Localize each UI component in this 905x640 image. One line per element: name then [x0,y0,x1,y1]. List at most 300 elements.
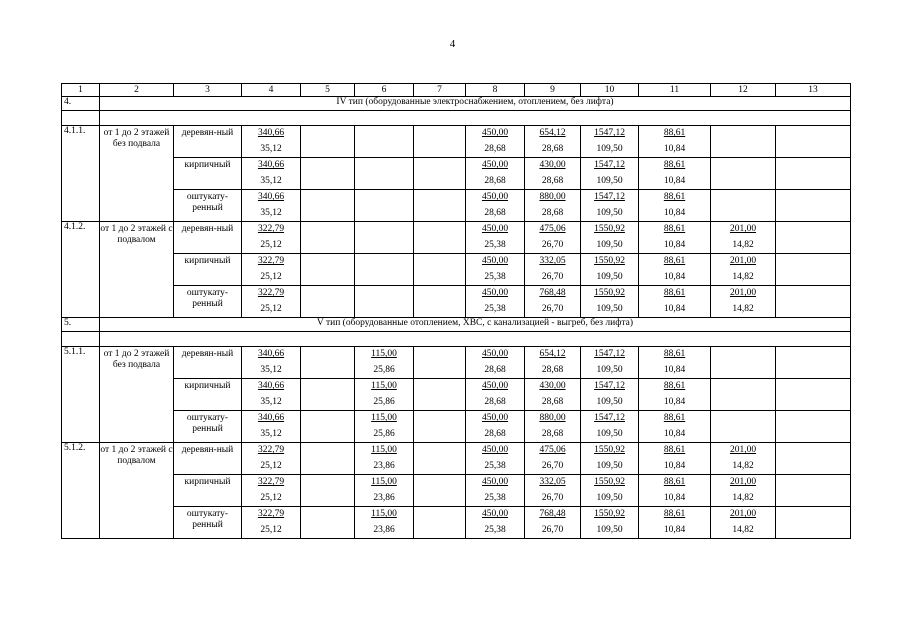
empty-cell [301,222,355,254]
empty-cell [414,126,466,158]
denominator-value: 28,68 [541,144,564,154]
empty-cell [301,379,355,411]
empty-cell [776,190,851,222]
numerator-value: 340,66 [257,160,285,170]
value-cell [581,507,639,539]
empty-cell [414,443,466,475]
denominator-value: 23,86 [373,525,395,535]
denominator-value: 28,68 [541,208,564,218]
denominator-value: 14,82 [732,525,754,535]
page-number: 4 [449,38,456,50]
denominator-value: 109,50 [596,272,623,282]
value-cell [355,254,414,286]
empty-cell [776,507,851,539]
empty-cell [776,158,851,190]
value-cell [355,379,414,411]
numerator-value: 88,61 [663,413,686,423]
denominator-value: 10,84 [663,461,686,471]
value-cell [581,158,639,190]
value-cell [525,190,581,222]
value-cell [466,507,525,539]
denominator-value: 10,84 [663,176,686,186]
denominator-value: 28,68 [541,176,564,186]
value-cell [711,443,776,475]
empty-cell [301,254,355,286]
column-header: 1 [62,84,100,97]
empty-cell [301,158,355,190]
value-cell [639,379,711,411]
numerator-value: 1547,12 [594,349,625,359]
value-cell [242,286,301,318]
value-cell [355,126,414,158]
denominator-value: 109,50 [596,304,623,314]
wall-material: кирпичный [174,158,242,190]
numerator-value: 450,00 [481,477,509,487]
empty-cell [414,379,466,411]
column-header: 3 [174,84,242,97]
numerator-value: 201,00 [729,477,757,487]
numerator-value: 450,00 [481,128,509,138]
denominator-value: 14,82 [732,272,754,282]
value-cell [466,443,525,475]
value-cell [466,254,525,286]
table-row [62,475,851,507]
value-cell [581,475,639,507]
numerator-value: 340,66 [257,192,285,202]
value-cell [639,411,711,443]
denominator-value: 14,82 [732,304,754,314]
section-title: IV тип (оборудованные электроснабжением, отоплением, без лифта) [100,97,851,111]
value-cell [711,254,776,286]
numerator-value: 88,61 [663,509,686,519]
numerator-value: 340,66 [257,413,285,423]
value-cell [525,126,581,158]
numerator-value: 768,48 [539,288,566,298]
denominator-value: 10,84 [663,525,686,535]
numerator-value: 430,00 [539,381,566,391]
denominator-value: 25,12 [260,304,282,314]
value-cell [355,475,414,507]
empty-cell [414,507,466,539]
numerator-value: 1547,12 [594,192,625,202]
denominator-value: 25,12 [260,272,282,282]
numerator-value: 322,79 [257,256,285,266]
wall-material: деревян-ный [174,443,242,475]
denominator-value: 109,50 [596,365,623,375]
numerator-value: 768,48 [539,509,566,519]
denominator-value: 28,68 [541,429,564,439]
empty-cell [776,411,851,443]
numerator-value: 115,00 [371,349,397,359]
denominator-value: 26,70 [541,525,564,535]
denominator-value: 14,82 [732,461,754,471]
denominator-value: 28,68 [484,144,506,154]
denominator-value: 10,84 [663,304,686,314]
table-row [62,507,851,539]
numerator-value: 88,61 [663,477,686,487]
empty-cell [776,222,851,254]
denominator-value: 10,84 [663,240,686,250]
empty-cell [414,222,466,254]
empty-cell [776,379,851,411]
value-cell [639,347,711,379]
empty-cell [776,475,851,507]
empty-cell [776,286,851,318]
table-row [62,158,851,190]
denominator-value: 28,68 [484,365,506,375]
denominator-value: 26,70 [541,461,564,471]
numerator-value: 1547,12 [594,160,625,170]
value-cell [711,158,776,190]
value-cell [525,411,581,443]
empty-cell [414,158,466,190]
denominator-value: 28,68 [484,429,506,439]
denominator-value: 23,86 [373,493,395,503]
value-cell [466,475,525,507]
value-cell [639,254,711,286]
denominator-value: 28,68 [541,365,564,375]
numerator-value: 88,61 [663,349,686,359]
value-cell [466,158,525,190]
value-cell [242,443,301,475]
denominator-value: 25,86 [373,397,395,407]
empty-cell [414,475,466,507]
denominator-value: 26,70 [541,493,564,503]
numerator-value: 201,00 [729,445,757,455]
wall-material: оштукату-ренный [174,286,242,318]
denominator-value: 10,84 [663,397,686,407]
numerator-value: 201,00 [729,256,757,266]
numerator-value: 450,00 [481,192,509,202]
column-header: 11 [639,84,711,97]
value-cell [242,347,301,379]
numerator-value: 450,00 [481,349,509,359]
numerator-value: 1547,12 [594,381,625,391]
denominator-value: 35,12 [260,144,282,154]
value-cell [639,507,711,539]
denominator-value: 25,38 [484,525,506,535]
numerator-value: 1550,92 [594,224,625,234]
numerator-value: 322,79 [257,445,285,455]
denominator-value: 28,68 [541,397,564,407]
empty-cell [62,332,100,347]
numerator-value: 201,00 [729,288,757,298]
denominator-value: 26,70 [541,240,564,250]
column-header: 2 [100,84,174,97]
denominator-value: 35,12 [260,208,282,218]
denominator-value: 109,50 [596,240,623,250]
value-cell [711,411,776,443]
value-cell [525,347,581,379]
value-cell [242,507,301,539]
wall-material: кирпичный [174,379,242,411]
value-cell [242,190,301,222]
numerator-value: 340,66 [257,128,285,138]
empty-cell [414,411,466,443]
value-cell [581,443,639,475]
denominator-value: 10,84 [663,208,686,218]
item-number: 4.1.1. [62,126,100,222]
numerator-value: 1550,92 [594,256,625,266]
numerator-value: 654,12 [539,349,566,359]
value-cell [525,158,581,190]
denominator-value: 25,86 [373,365,395,375]
value-cell [639,475,711,507]
value-cell [242,254,301,286]
value-cell [466,222,525,254]
table-row [62,411,851,443]
column-header: 6 [355,84,414,97]
numerator-value: 115,00 [371,509,397,519]
empty-cell [301,126,355,158]
section-number: 5. [62,318,100,332]
section-number: 4. [62,97,100,111]
value-cell [525,222,581,254]
value-cell [711,190,776,222]
spacer-row [62,332,851,347]
value-cell [525,443,581,475]
value-cell [525,475,581,507]
numerator-value: 115,00 [371,445,397,455]
numerator-value: 332,05 [539,256,566,266]
denominator-value: 25,38 [484,493,506,503]
denominator-value: 25,12 [260,525,282,535]
value-cell [242,222,301,254]
value-cell [355,507,414,539]
denominator-value: 25,38 [484,304,506,314]
denominator-value: 35,12 [260,429,282,439]
column-number-row [62,84,851,97]
value-cell [711,379,776,411]
value-cell [355,286,414,318]
numerator-value: 88,61 [663,192,686,202]
denominator-value: 109,50 [596,525,623,535]
numerator-value: 450,00 [481,381,509,391]
denominator-value: 25,12 [260,461,282,471]
denominator-value: 109,50 [596,176,623,186]
value-cell [639,443,711,475]
denominator-value: 25,38 [484,240,506,250]
empty-cell [414,254,466,286]
value-cell [525,507,581,539]
numerator-value: 1550,92 [594,445,625,455]
value-cell [466,126,525,158]
value-cell [242,158,301,190]
numerator-value: 1550,92 [594,288,625,298]
numerator-value: 1550,92 [594,509,625,519]
value-cell [242,475,301,507]
value-cell [711,507,776,539]
numerator-value: 322,79 [257,288,285,298]
table-row [62,254,851,286]
spacer-row [62,111,851,126]
denominator-value: 35,12 [260,176,282,186]
value-cell [355,347,414,379]
numerator-value: 201,00 [729,509,757,519]
column-header: 9 [525,84,581,97]
empty-cell [301,475,355,507]
value-cell [581,347,639,379]
value-cell [581,126,639,158]
denominator-value: 25,38 [484,272,506,282]
denominator-value: 10,84 [663,272,686,282]
wall-material: кирпичный [174,475,242,507]
numerator-value: 332,05 [539,477,566,487]
column-header: 5 [301,84,355,97]
denominator-value: 26,70 [541,304,564,314]
numerator-value: 340,66 [257,349,285,359]
value-cell [242,379,301,411]
table-row [62,190,851,222]
numerator-value: 88,61 [663,128,686,138]
denominator-value: 109,50 [596,208,623,218]
value-cell [355,190,414,222]
value-cell [711,475,776,507]
column-header: 13 [776,84,851,97]
tariff-table [61,83,851,539]
numerator-value: 450,00 [481,224,509,234]
denominator-value: 25,38 [484,461,506,471]
floors-description: от 1 до 2 этажей с подвалом [100,222,174,318]
column-header: 7 [414,84,466,97]
value-cell [581,190,639,222]
empty-cell [100,332,851,347]
value-cell [581,379,639,411]
numerator-value: 115,00 [371,381,397,391]
numerator-value: 475,06 [539,445,566,455]
value-cell [242,126,301,158]
numerator-value: 450,00 [481,256,509,266]
empty-cell [301,286,355,318]
value-cell [581,222,639,254]
numerator-value: 430,00 [539,160,566,170]
value-cell [466,286,525,318]
value-cell [581,286,639,318]
empty-cell [301,190,355,222]
denominator-value: 109,50 [596,144,623,154]
denominator-value: 25,12 [260,240,282,250]
wall-material: деревян-ный [174,222,242,254]
section-row [62,97,851,111]
wall-material: кирпичный [174,254,242,286]
denominator-value: 109,50 [596,461,623,471]
numerator-value: 322,79 [257,477,285,487]
empty-cell [776,254,851,286]
numerator-value: 450,00 [481,509,509,519]
numerator-value: 654,12 [539,128,566,138]
empty-cell [776,347,851,379]
value-cell [639,126,711,158]
table-row [62,286,851,318]
floors-description: от 1 до 2 этажей без подвала [100,347,174,443]
item-number: 5.1.1. [62,347,100,443]
section-row [62,318,851,332]
numerator-value: 115,00 [371,477,397,487]
floors-description: от 1 до 2 этажей с подвалом [100,443,174,539]
empty-cell [301,347,355,379]
value-cell [711,222,776,254]
value-cell [581,411,639,443]
denominator-value: 23,86 [373,461,395,471]
numerator-value: 475,06 [539,224,566,234]
wall-material: деревян-ный [174,126,242,158]
denominator-value: 25,86 [373,429,395,439]
numerator-value: 880,00 [539,413,566,423]
denominator-value: 35,12 [260,365,282,375]
denominator-value: 109,50 [596,397,623,407]
value-cell [355,158,414,190]
numerator-value: 340,66 [257,381,285,391]
wall-material: оштукату-ренный [174,507,242,539]
table-row [62,379,851,411]
empty-cell [414,190,466,222]
denominator-value: 35,12 [260,397,282,407]
column-header: 4 [242,84,301,97]
value-cell [525,379,581,411]
table-row [62,347,851,379]
table-row [62,126,851,158]
numerator-value: 88,61 [663,445,686,455]
denominator-value: 10,84 [663,365,686,375]
empty-cell [776,126,851,158]
denominator-value: 25,12 [260,493,282,503]
numerator-value: 450,00 [481,413,509,423]
value-cell [242,411,301,443]
denominator-value: 28,68 [484,208,506,218]
numerator-value: 450,00 [481,288,509,298]
numerator-value: 1547,12 [594,128,625,138]
denominator-value: 14,82 [732,493,754,503]
table-body [62,84,851,539]
numerator-value: 322,79 [257,224,285,234]
denominator-value: 10,84 [663,144,686,154]
value-cell [355,443,414,475]
numerator-value: 88,61 [663,288,686,298]
denominator-value: 14,82 [732,240,754,250]
column-header: 12 [711,84,776,97]
wall-material: оштукату-ренный [174,411,242,443]
empty-cell [62,111,100,126]
numerator-value: 201,00 [729,224,757,234]
value-cell [466,190,525,222]
value-cell [711,286,776,318]
empty-cell [100,111,851,126]
denominator-value: 10,84 [663,429,686,439]
numerator-value: 115,00 [371,413,397,423]
value-cell [466,411,525,443]
empty-cell [301,507,355,539]
value-cell [466,347,525,379]
value-cell [355,222,414,254]
numerator-value: 88,61 [663,224,686,234]
numerator-value: 88,61 [663,256,686,266]
empty-cell [414,347,466,379]
denominator-value: 109,50 [596,493,623,503]
value-cell [639,286,711,318]
table-row [62,222,851,254]
value-cell [355,411,414,443]
table-row [62,443,851,475]
column-header: 8 [466,84,525,97]
denominator-value: 10,84 [663,493,686,503]
numerator-value: 880,00 [539,192,566,202]
wall-material: деревян-ный [174,347,242,379]
empty-cell [776,443,851,475]
denominator-value: 109,50 [596,429,623,439]
value-cell [466,379,525,411]
section-title: V тип (оборудованные отоплением, ХВС, с канализацией - выгреб, без лифта) [100,318,851,332]
floors-description: от 1 до 2 этажей без подвала [100,126,174,222]
